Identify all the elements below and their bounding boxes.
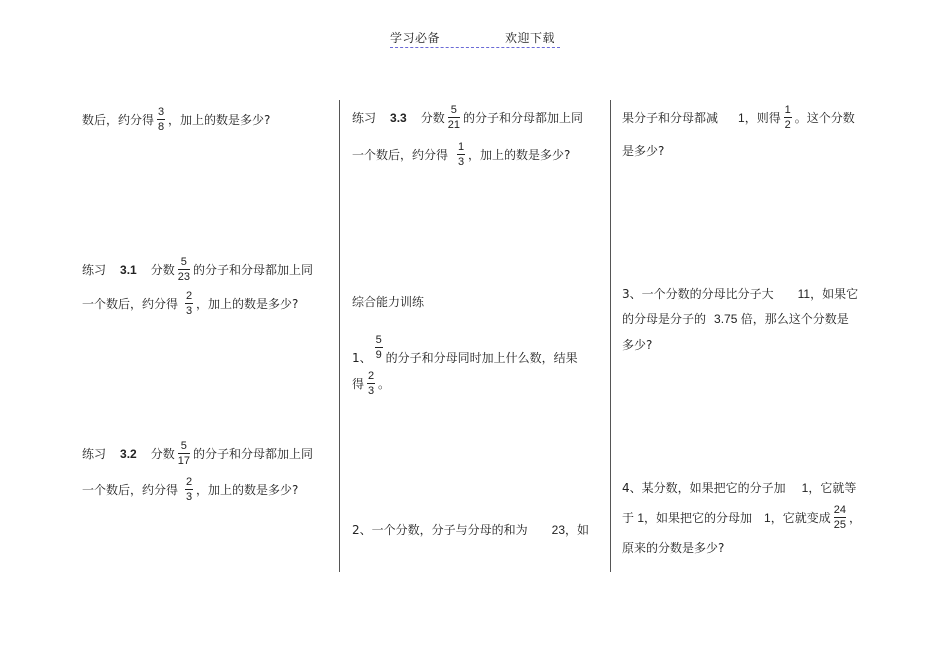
- column-divider-1: [339, 100, 340, 572]
- fraction: $\frac{2}{3}$: [185, 290, 193, 317]
- column-divider-2: [610, 100, 611, 572]
- fraction: $\frac{5}{9}$: [375, 333, 382, 361]
- fraction: $\frac{5}{21}$: [447, 104, 460, 131]
- fraction: $\frac{5}{23}$: [177, 256, 190, 283]
- fraction: $\frac{1}{2}$: [784, 104, 791, 131]
- fraction: $\frac{2}{3}$: [185, 476, 193, 503]
- exercise-3-1-line1: 练习 3.1 分数 $\frac{5}{23}$ 的分子和分母都加上同: [82, 256, 313, 283]
- question-1-line1: 1、 $\frac{5}{9}$ 的分子和分母同时加上什么数，结果: [352, 333, 578, 365]
- exercise-3-2-line2: 一个数后，约分得 $\frac{2}{3}$ ，加上的数是多少?: [82, 476, 299, 503]
- question-4-line3: 原来的分数是多少?: [622, 541, 725, 555]
- exercise-3-3-line2: 一个数后，约分得 $\frac{1}{3}$ ，加上的数是多少?: [352, 141, 571, 168]
- fraction: $\frac{5}{17}$: [177, 440, 190, 467]
- header-right: 欢迎下载: [505, 31, 556, 45]
- header-left: 学习必备: [390, 31, 441, 45]
- fraction: $\frac{24}{25}$: [833, 504, 846, 531]
- question-3-line3: 多少?: [622, 338, 653, 352]
- question-4-line2: 于 1，如果把它的分母加 1，它就变成 $\frac{24}{25}$ ，: [622, 504, 861, 531]
- question-2-cont-line2: 是多少?: [622, 144, 665, 158]
- question-3-line1: 3、一个分数的分母比分子大 11，如果它: [622, 287, 859, 301]
- question-3-line2: 的分母是分子的 3.75 倍，那么这个分数是: [622, 312, 849, 326]
- fraction: $\frac{3}{8}$: [157, 106, 165, 133]
- col1-p0-line: 数后，约分得 $\frac{3}{8}$ ，加上的数是多少?: [82, 106, 271, 133]
- fraction: $\frac{1}{3}$: [457, 141, 465, 168]
- exercise-3-3-line1: 练习 3.3 分数 $\frac{5}{21}$ 的分子和分母都加上同: [352, 104, 583, 131]
- fraction: $\frac{2}{3}$: [367, 370, 375, 397]
- exercise-3-2-line1: 练习 3.2 分数 $\frac{5}{17}$ 的分子和分母都加上同: [82, 440, 313, 467]
- question-1-line2: 得 $\frac{2}{3}$ 。: [352, 370, 391, 397]
- question-2-line1: 2、一个分数，分子与分母的和为 23，如: [352, 523, 589, 537]
- exercise-3-1-line2: 一个数后，约分得 $\frac{2}{3}$ ，加上的数是多少?: [82, 290, 299, 317]
- page-header: [390, 29, 560, 48]
- question-2-cont-line1: 果分子和分母都减 1，则得 $\frac{1}{2}$ 。这个分数: [622, 104, 855, 131]
- question-4-line1: 4、某分数，如果把它的分子加 1，它就等: [622, 481, 857, 495]
- section-title: 综合能力训练: [352, 295, 425, 309]
